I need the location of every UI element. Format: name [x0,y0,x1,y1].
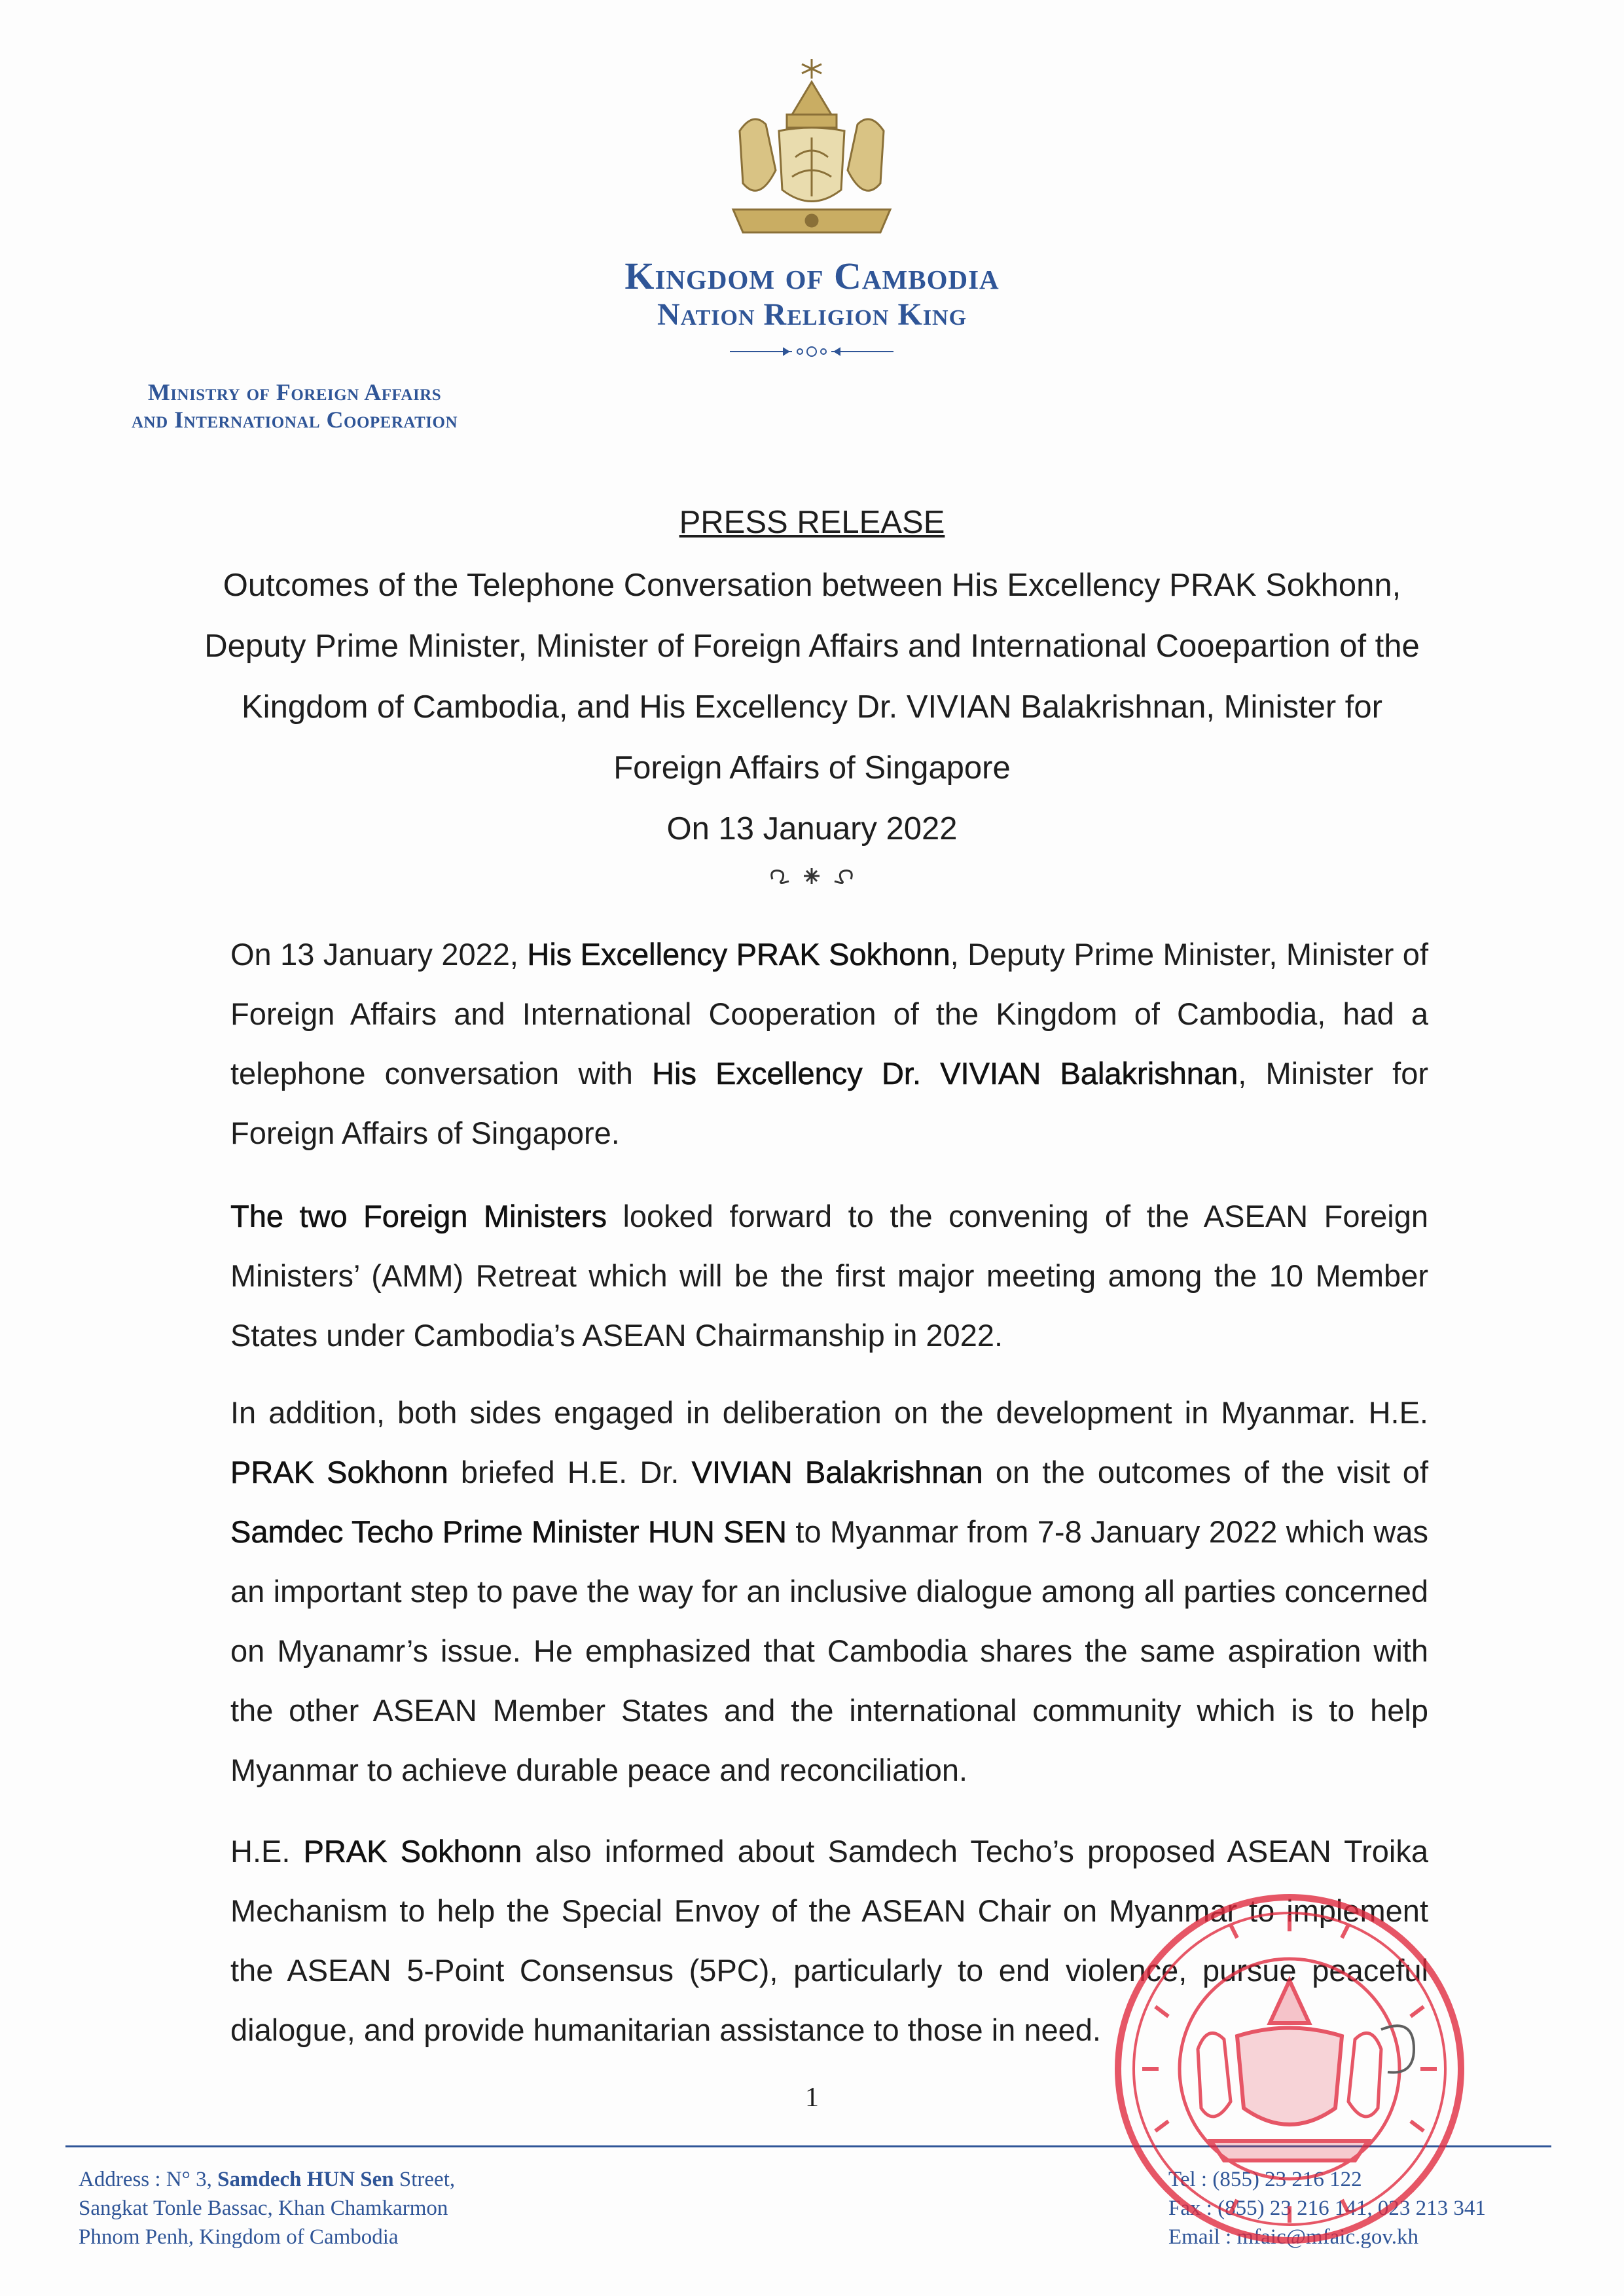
address-line [79,2165,455,2194]
text-run: Street, [393,2168,456,2191]
street-name: Samdech HUN Sen [217,2168,394,2191]
body-paragraph-1 [230,924,1428,1163]
section-ornament-icon [763,863,861,889]
bold-name: His Excellency Dr. VIVIAN Balakrishnan [652,1056,1238,1091]
footer-address [79,2165,455,2251]
subtitle-line: Deputy Prime Minister, Minister of Foreign Affairs and International Cooepartion of the [204,629,1420,664]
address-line: Phnom Penh, Kingdom of Cambodia [79,2225,399,2249]
subtitle-line: Kingdom of Cambodia, and His Excellency Dr. VIVIAN Balakrishnan, Minister for [242,689,1382,725]
text-run: to Myanmar from 7-8 January 2022 which was an important step to pave the way for an inclusive dialogue among all parties concerned on Myanamr’s issue. He emphasized that Cambodia shares the same aspiration with the other ASEAN Member States and the international community which is to help Myanmar to achieve durable peace and reconciliation. [230,1514,1428,1787]
bold-name: Samdec Techo Prime Minister HUN SEN [230,1514,787,1549]
body-paragraph-3 [230,1383,1428,1800]
text-run: H.E. [230,1834,304,1868]
official-seal-icon [1106,1886,1473,2252]
bold-name: PRAK Sokhonn [230,1455,448,1489]
fax-line: Fax : (855) 23 216 141, 023 213 341 [1168,2196,1486,2220]
text-run: On 13 January 2022, [230,937,528,972]
tel-line: Tel : (855) 23 216 122 [1168,2168,1362,2191]
body-paragraph-2 [230,1186,1428,1365]
subtitle-line: Outcomes of the Telephone Conversation between His Excellency PRAK Sokhonn, [223,568,1401,603]
text-run: , Minister for Foreign Affairs of Singapore. [230,1056,1429,1150]
bold-name: VIVIAN Balakrishnan [691,1455,983,1489]
text-run: on the outcomes of the visit of [983,1455,1429,1489]
nation-motto: Nation Religion King [657,297,967,332]
email-line: Email : mfaic@mfaic.gov.kh [1168,2225,1418,2249]
address-line: Sangkat Tonle Bassac, Khan Chamkarmon [79,2196,448,2220]
kingdom-title: Kingdom of Cambodia [624,255,1000,297]
bold-name: The two Foreign Ministers [230,1199,607,1233]
text-run: also informed about Samdech Techo’s proposed ASEAN Troika Mechanism to help the Special Envoy of the ASEAN Chair on Myanmar to implement the ASEAN 5-Point Consensus (5PC), particularly to end violence, pursue peaceful dialogue, and provide humanitarian assistance to those in need. [230,1834,1429,2047]
ministry-name: Ministry of Foreign Affairs [147,379,442,405]
bold-name: PRAK Sokhonn [303,1834,522,1868]
text-run: briefed H.E. Dr. [448,1455,692,1489]
press-release-subtitle [0,555,1624,860]
ministry-name-line2: and International Cooperation [131,407,458,433]
motto-ornament-icon [727,344,897,359]
subtitle-date: On 13 January 2022 [666,811,958,847]
royal-coat-of-arms-icon [713,52,910,249]
page-number: 1 [805,2083,819,2113]
press-release-title: PRESS RELEASE [679,505,945,540]
text-run: looked forward to the convening of the ASEAN Foreign Ministers’ (AMM) Retreat which will be the first major meeting among the 10 Member States under Cambodia’s ASEAN Chairmanship in 2022. [230,1199,1428,1353]
text-run: In addition, both sides engaged in deliberation on the development in Myanmar. H.E. [230,1395,1428,1430]
text-run: Address : N° 3, [79,2168,218,2191]
subtitle-line: Foreign Affairs of Singapore [613,750,1011,786]
text-run: , Deputy Prime Minister, Minister of Foreign Affairs and International Cooperation of the Kingdom of Cambodia, had a telephone conversation with [230,937,1428,1091]
bold-name: His Excellency PRAK Sokhonn [527,937,950,972]
